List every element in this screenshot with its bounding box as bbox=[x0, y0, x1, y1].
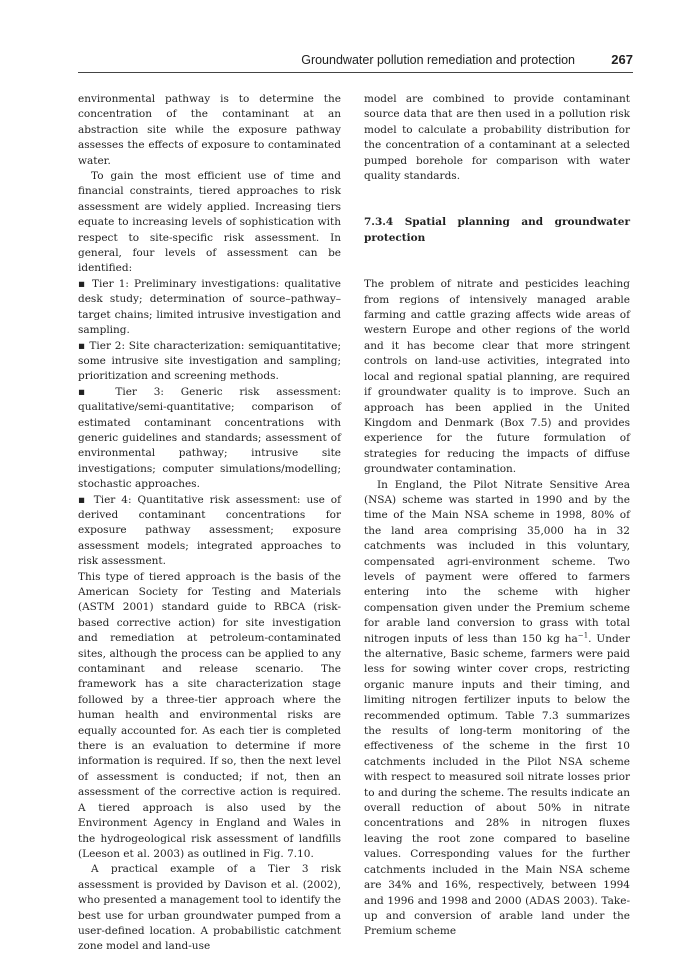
list-item: ▪ Tier 3: Generic risk assessment: qualitative/semi-quantitative; comparison of estimated contaminant concentrations with generic guidelines and standards; assessment of environmental pathway; intrusive site investigations; computer simulations/modelling; stochastic approaches. bbox=[78, 385, 341, 493]
paragraph bbox=[364, 478, 630, 940]
running-header bbox=[78, 52, 633, 73]
paragraph: environmental pathway is to determine the concentration of the contaminant at an abstraction site while the exposure pathway assesses the effects of exposure to contaminated water. bbox=[78, 93, 341, 167]
superscript: −1 bbox=[577, 631, 589, 640]
list-item: ▪ Tier 4: Quantitative risk assessment: use of derived contaminant concentrations for exposure pathway assessment; exposure assessment models; integrated approaches to risk assessment. bbox=[78, 493, 341, 570]
paragraph-text: . Under the alternative, Basic scheme, farmers were paid less for sowing winter cover crops, restricting organic manure inputs and their timing, and limiting nitrogen fertilizer inputs to below the recommended optimum. Table 7.3 summarizes the results of long-term monitoring of the effectiveness of the scheme in the first 10 catchments included in the Pilot NSA scheme with respect to measured soil nitrate losses prior to and during the scheme. The results indicate an overall reduction of about 50% in nitrate concentrations and 28% in nitrogen fluxes leaving the root zone compared to baseline values. Corresponding values for the further catchments included in the Main NSA scheme are 34% and 16%, respectively, between 1994 and 1996 and 1998 and 2000 (ADAS 2003). Take-up and conversion of arable land under the Premium scheme bbox=[364, 632, 630, 938]
left-column bbox=[78, 92, 341, 955]
paragraph: To gain the most efficient use of time and financial constraints, tiered approaches to risk assessment are widely applied. Increasing tiers equate to increasing levels of sophistication with respect to site-specific risk assessment. In general, four levels of assessment can be identified: bbox=[78, 170, 341, 275]
list-item: ▪ Tier 2: Site characterization: semiquantitative; some intrusive site investigation and sampling; prioritization and screening methods. bbox=[78, 339, 341, 385]
paragraph: The problem of nitrate and pesticides leaching from regions of intensively managed arable farming and cattle grazing affects wide areas of western Europe and other regions of the world and it has become clear that more stringent controls on land-use activities, integrated into local and regional spatial planning, are required if groundwater quality is to improve. Such an approach has been applied in the United Kingdom and Denmark (Box 7.5) and provides experience for the future formulation of strategies for reducing the impacts of diffuse groundwater contamination. bbox=[364, 278, 630, 476]
paragraph: This type of tiered approach is the basis of the American Society for Testing and Materials (ASTM 2001) standard guide to RBCA (risk-based corrective action) for site investigation and remediation at petroleum-contaminated sites, although the process can be applied to any contaminant and release scenario. The framework has a site characterization stage followed by a three-tier approach where the human health and environmental risks are equally accounted for. As each tier is completed there is an evaluation to determine if more information is required. If so, then the next level of assessment is conducted; if not, then an assessment of the corrective action is required. A tiered approach is also used by the Environment Agency in England and Wales in the hydrogeological risk assessment of landfills (Leeson et al. 2003) as outlined in Fig. 7.10. bbox=[78, 570, 341, 860]
paragraph: A practical example of a Tier 3 risk assessment is provided by Davison et al. (2002), who presented a management tool to identify the best use for urban groundwater pumped from a user-defined location. A probabilistic catchment zone model and land-use bbox=[78, 863, 341, 953]
paragraph-text: In England, the Pilot Nitrate Sensitive Area (NSA) scheme was started in 1990 and by the time of the Main NSA scheme in 1998, 80% of the land area comprising 35,000 ha in 32 catchments was included in this voluntary, compensated agri-environment scheme. Two levels of payment were offered to farmers entering into the scheme with higher compensation given under the Premium scheme for arable land conversion to grass with total nitrogen inputs of less than 150 kg ha bbox=[364, 478, 630, 645]
running-title: Groundwater pollution remediation and protection bbox=[301, 53, 575, 67]
section-heading: 7.3.4 Spatial planning and groundwater protection bbox=[364, 216, 630, 244]
paragraph: model are combined to provide contaminant source data that are then used in a pollution risk model to calculate a probability distribution for the concentration of a contaminant at a selected pumped borehole for comparison with water quality standards. bbox=[364, 93, 630, 183]
page-number: 267 bbox=[611, 52, 633, 67]
list-item: ▪ Tier 1: Preliminary investigations: qualitative desk study; determination of source–pathway–target chains; limited intrusive investigation and sampling. bbox=[78, 277, 341, 339]
right-column bbox=[364, 92, 630, 940]
